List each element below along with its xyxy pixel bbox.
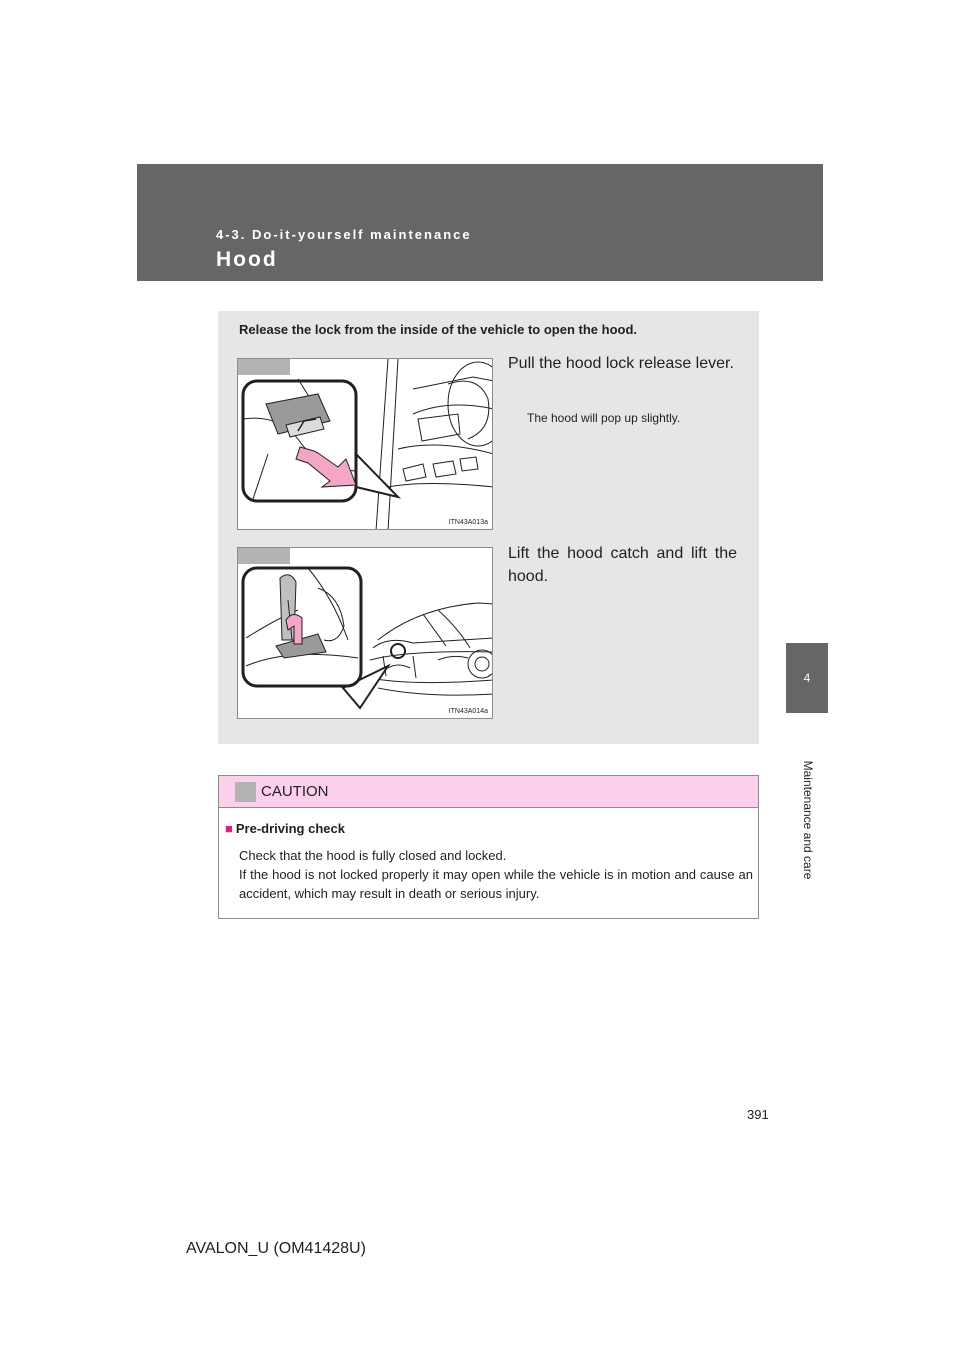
caution-box: [218, 775, 759, 919]
procedure-box: [218, 311, 759, 744]
figure-tag: [238, 359, 290, 375]
caution-heading-text: Pre-driving check: [235, 821, 345, 836]
hood-release-lever-illustration: [237, 358, 493, 530]
caution-heading: [225, 821, 345, 836]
caution-line: If the hood is not locked properly it may open while the vehicle is in motion and cause an accident, which may result in death or serious injury.: [239, 867, 753, 901]
page-number: 391: [747, 1107, 769, 1122]
hood-catch-illustration: [237, 547, 493, 719]
figure-tag: [238, 548, 290, 564]
chapter-header-band: [137, 164, 823, 281]
procedure-intro: Release the lock from the inside of the vehicle to open the hood.: [239, 322, 638, 337]
step-1-note: The hood will pop up slightly.: [527, 411, 681, 425]
caution-body: [239, 846, 753, 903]
chapter-tab[interactable]: [786, 643, 828, 713]
step-1-text: Pull the hood lock release lever.: [508, 355, 734, 372]
page-title: Hood: [216, 248, 278, 271]
step-2-text: Lift the hood catch and lift the hood.: [508, 545, 737, 585]
chapter-title-vertical: Maintenance and care: [801, 760, 815, 880]
figure-code: ITN43A013a: [448, 519, 488, 526]
caution-line: Check that the hood is fully closed and locked.: [239, 848, 507, 863]
document-code: AVALON_U (OM41428U): [186, 1240, 366, 1257]
square-bullet-icon: ■: [225, 821, 233, 836]
caution-marker-icon: [235, 782, 256, 802]
chapter-number: 4: [803, 671, 811, 685]
figure-code: ITN43A014a: [448, 708, 488, 715]
caution-label: CAUTION: [261, 783, 329, 800]
section-label: 4-3. Do-it-yourself maintenance: [216, 227, 472, 242]
caution-header: [219, 776, 758, 808]
